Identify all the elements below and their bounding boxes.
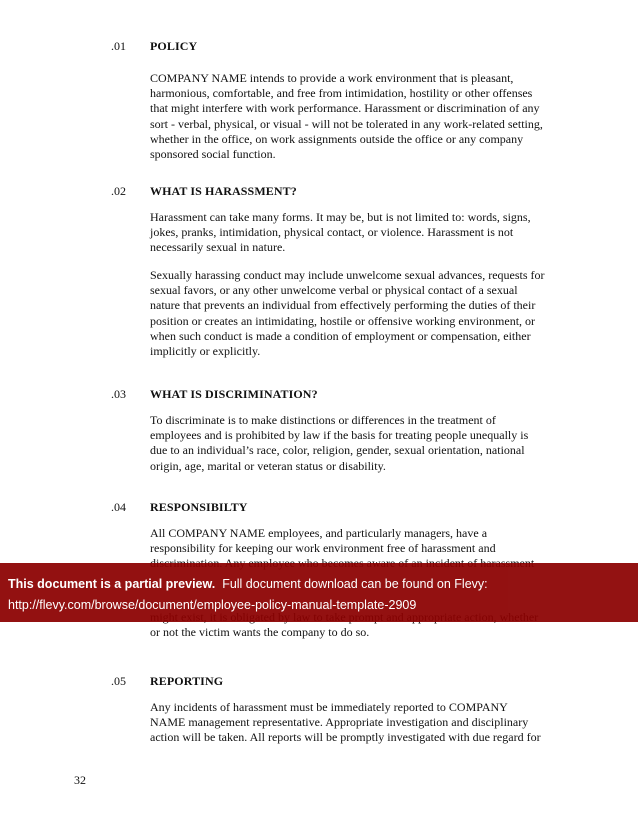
section-heading: POLICY — [150, 39, 198, 53]
section-paragraph: Harassment can take many forms. It may be, but is not limited to: words, signs, jokes, pranks, intimidation, physical contact, or violence. Harassment is not necessarily sexual in nature. — [150, 210, 531, 255]
section-paragraph: COMPANY NAME intends to provide a work environment that is pleasant, harmonious, comfortable, and free from intimidation, hostility or other offenses that might interfere with work performance. Harassment or discrimination of any sort - verbal, physical, or visual - will not be tolerated in any work-related setting, whether in the office, on work assignments outside the office or any company sponsored social function. — [150, 71, 543, 162]
section-number: .02 — [111, 184, 126, 198]
section-heading: REPORTING — [150, 674, 224, 688]
section-heading: RESPONSIBILTY — [150, 500, 248, 514]
banner-bold-text: This document is a partial preview. — [8, 577, 216, 591]
section-number: .05 — [111, 674, 126, 688]
banner-message — [8, 577, 488, 591]
page-number: 32 — [74, 773, 86, 787]
section-heading: WHAT IS DISCRIMINATION? — [150, 387, 318, 401]
banner-text: Full document download can be found on Flevy: — [222, 577, 488, 591]
section-number: .04 — [111, 500, 126, 514]
section-paragraph: To discriminate is to make distinctions or differences in the treatment of employees and is prohibited by law if the basis for treating people unequally is due to an individual’s race, color, religion, gender, sexual orientation, national origin, age, marital or veteran status or disability. — [150, 413, 529, 473]
section-paragraph: or not the victim wants the company to do so. — [150, 625, 370, 640]
section-number: .03 — [111, 387, 126, 401]
preview-banner — [0, 563, 638, 622]
section-paragraph: All COMPANY NAME employees, and particularly managers, have a responsibility for keeping our work environment free of harassment and — [150, 526, 496, 556]
section-heading: WHAT IS HARASSMENT? — [150, 184, 297, 198]
section-paragraph: Sexually harassing conduct may include unwelcome sexual advances, requests for sexual favors, or any other unwelcome verbal or physical contact of a sexual nature that prevents an individual from effectively performing the duties of their position or creates an intimidating, hostile or offensive working environment, or when such conduct is made a condition of employment or compensation, either implicitly or explicitly. — [150, 268, 545, 359]
section-paragraph: Any incidents of harassment must be immediately reported to COMPANY NAME management representative. Appropriate investigation and disciplinary action will be taken. All reports will be promptly investigated with due regard for — [150, 700, 541, 745]
section-number: .01 — [111, 39, 126, 53]
banner-link[interactable]: http://flevy.com/browse/document/employee-policy-manual-template-2909 — [8, 598, 417, 612]
banner-link-line — [8, 598, 416, 612]
